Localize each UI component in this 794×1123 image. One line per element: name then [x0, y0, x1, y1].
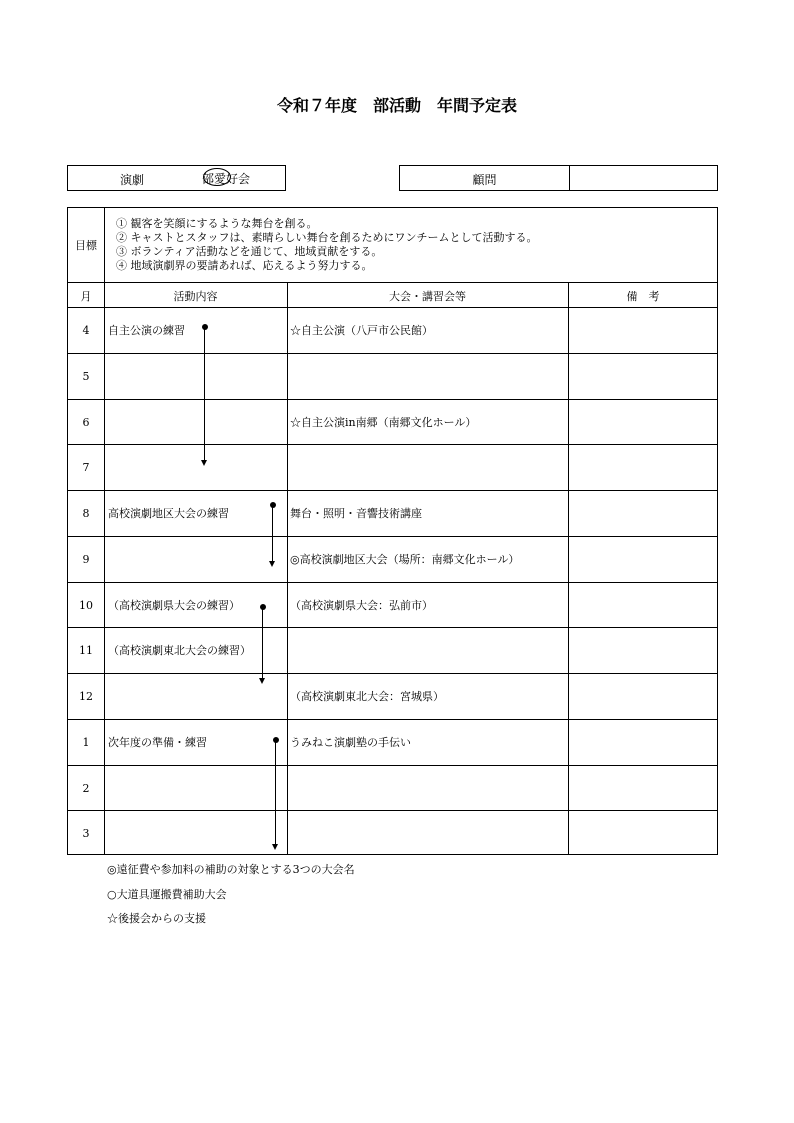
page-title: 令和７年度 部活動 年間予定表 — [276, 96, 517, 115]
duration-arrow — [262, 607, 263, 682]
goal-item: ① 観客を笑顔にするような舞台を創る。 — [116, 217, 318, 230]
event-cell: ☆自主公演（八戸市公民館） — [290, 324, 433, 337]
arrow-head — [269, 561, 275, 567]
month-cell: 1 — [82, 735, 90, 749]
month-cell: 6 — [82, 415, 90, 429]
activity-cell: 高校演劇地区大会の練習 — [108, 507, 229, 520]
row-divider — [68, 536, 717, 537]
activity-cell: （高校演劇県大会の練習） — [108, 598, 240, 612]
column-divider — [287, 282, 288, 854]
event-cell: （高校演劇県大会：弘前市） — [290, 598, 433, 612]
month-cell: 8 — [82, 507, 90, 520]
month-cell: 12 — [79, 690, 93, 703]
row-divider — [68, 719, 717, 720]
arrow-head — [259, 678, 265, 684]
row-divider — [68, 673, 717, 674]
club-type-rest: 愛好会 — [214, 172, 251, 186]
duration-arrow — [275, 740, 276, 848]
arrow-head — [272, 844, 278, 850]
advisor-divider — [569, 166, 570, 190]
activity-cell: 自主公演の練習 — [108, 324, 185, 337]
row-divider — [68, 399, 717, 400]
event-cell: うみねこ演劇塾の手伝い — [290, 735, 411, 749]
row-divider — [68, 810, 717, 811]
month-cell: 2 — [82, 781, 90, 795]
row-divider — [68, 765, 717, 766]
header-notes: 備 考 — [626, 290, 660, 303]
event-cell: ◎高校演劇地区大会（場所：南郷文化ホール） — [290, 552, 520, 566]
month-cell: 4 — [82, 324, 90, 337]
goals-list — [116, 217, 538, 273]
legend-item: ○大道具運搬費補助大会 — [107, 888, 227, 901]
advisor-box — [399, 165, 718, 191]
arrow-start-dot — [260, 604, 266, 610]
header-activity: 活動内容 — [173, 290, 218, 303]
row-divider — [68, 490, 717, 491]
row-divider — [68, 582, 717, 583]
row-divider — [68, 307, 717, 308]
row-divider — [68, 627, 717, 628]
duration-arrow — [272, 505, 273, 565]
goal-item: ③ ボランティア活動などを通じて、地域貢献をする。 — [116, 245, 383, 258]
schedule-table — [67, 207, 718, 855]
duration-arrow — [204, 327, 205, 464]
goal-item: ② キャストとスタッフは、素晴らしい舞台を創るためにワンチームとして活動する。 — [116, 231, 538, 244]
goals-divider — [104, 208, 105, 282]
month-cell: 7 — [82, 461, 90, 475]
month-cell: 10 — [79, 598, 93, 612]
legend-item: ◎遠征費や参加料の補助の対象とする3つの大会名 — [107, 863, 355, 876]
month-cell: 11 — [79, 644, 93, 658]
row-divider — [68, 444, 717, 445]
advisor-label: 顧問 — [472, 173, 497, 187]
column-divider — [568, 282, 569, 854]
event-cell: 舞台・照明・音響技術講座 — [290, 507, 422, 520]
legend-item: ☆後援会からの支援 — [107, 912, 206, 925]
row-divider — [68, 353, 717, 354]
club-name-box — [67, 165, 286, 191]
header-events: 大会・講習会等 — [389, 290, 466, 303]
row-divider — [68, 282, 717, 283]
arrow-start-dot — [270, 502, 276, 508]
goals-label: 目標 — [75, 239, 97, 252]
goal-item: ④ 地域演劇界の要請あれば、応えるよう努力する。 — [116, 259, 373, 272]
month-cell: 9 — [82, 552, 90, 566]
club-type-circled: 部 — [202, 172, 215, 186]
month-cell: 3 — [82, 827, 90, 841]
club-name: 演劇 — [120, 173, 145, 187]
column-divider — [104, 282, 105, 854]
club-type — [202, 170, 250, 187]
activity-cell: 次年度の準備・練習 — [108, 735, 207, 749]
arrow-head — [201, 460, 207, 466]
month-cell: 5 — [82, 369, 90, 383]
arrow-start-dot — [273, 737, 279, 743]
activity-cell: （高校演劇東北大会の練習） — [108, 644, 251, 658]
event-cell: ☆自主公演in南郷（南郷文化ホール） — [290, 415, 477, 429]
event-cell: （高校演劇東北大会：宮城県） — [290, 690, 444, 703]
arrow-start-dot — [202, 324, 208, 330]
header-month: 月 — [80, 290, 92, 303]
